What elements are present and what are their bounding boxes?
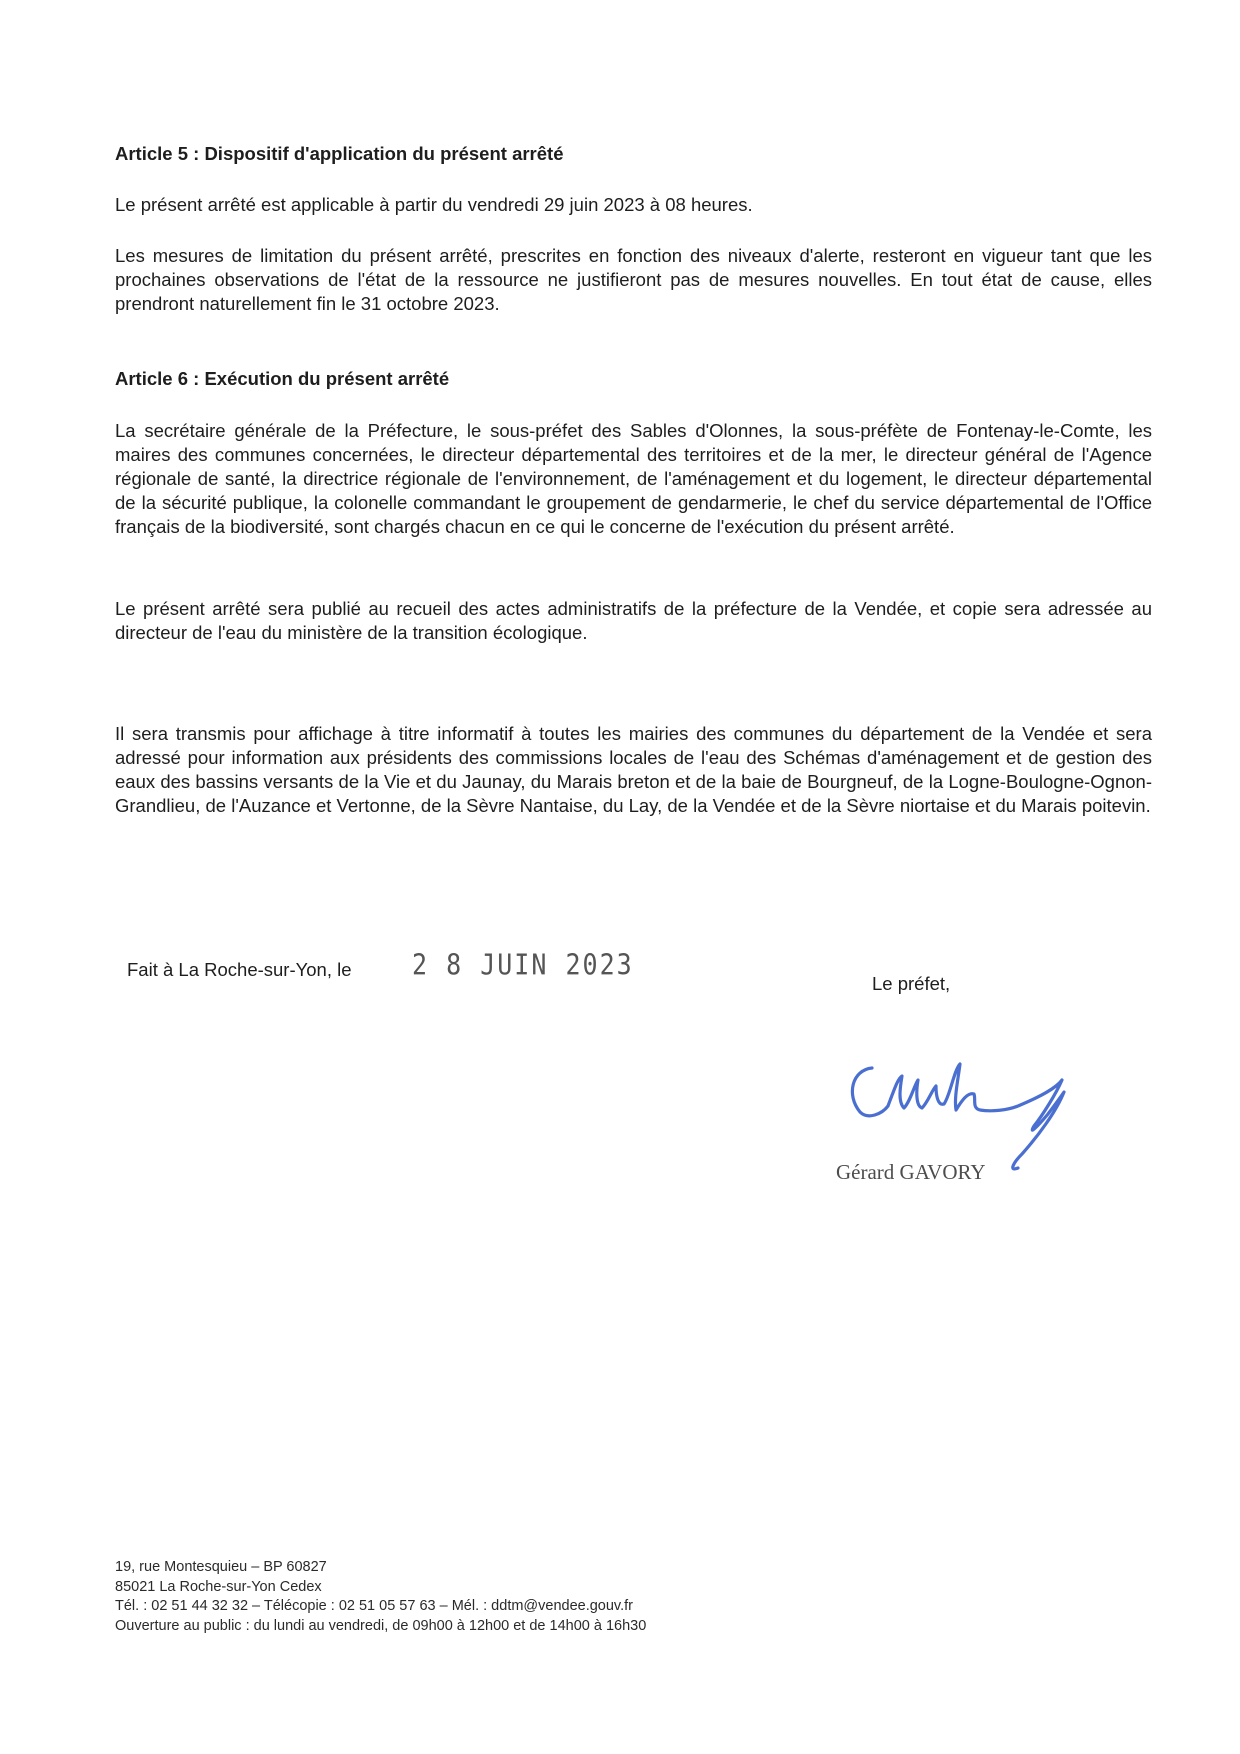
article-6-heading: Article 6 : Exécution du présent arrêté	[115, 368, 450, 389]
footer-hours: Ouverture au public : du lundi au vendredi, de 09h00 à 12h00 et de 14h00 à 16h30	[115, 1617, 647, 1634]
article-5-heading: Article 5 : Dispositif d'application du présent arrêté	[115, 143, 564, 164]
signatory-title: Le préfet,	[872, 973, 951, 994]
footer-city: 85021 La Roche-sur-Yon Cedex	[115, 1578, 322, 1595]
signatory-name: Gérard GAVORY	[836, 1160, 986, 1184]
date-stamp: 2 8 JUIN 2023	[412, 947, 634, 982]
footer-street: 19, rue Montesquieu – BP 60827	[115, 1559, 327, 1575]
article-5-paragraph-2: Les mesures de limitation du présent arrêté, prescrites en fonction des niveaux d'alerte, resteront en vigueur tant que les prochaines observations de l'état de la ressource ne justifieront pas de mesures nouvelles. En tout état de cause, elles prendront naturellement fin le 31 octobre 2023.	[115, 245, 1152, 314]
footer-contact: Tél. : 02 51 44 32 32 – Télécopie : 02 51 05 57 63 – Mél. : ddtm@vendee.gouv.fr	[115, 1598, 633, 1614]
article-5-paragraph-1: Le présent arrêté est applicable à partir du vendredi 29 juin 2023 à 08 heures.	[115, 194, 753, 215]
article-6-paragraph-3: Il sera transmis pour affichage à titre informatif à toutes les mairies des communes du département de la Vendée et sera adressé pour information aux présidents des commissions locales de l'eau des Schémas d'aménagement et de gestion des eaux des bassins versants de la Vie et du Jaunay, du Marais breton et de la baie de Bourgneuf, de la Logne-Boulogne-Ognon-Grandlieu, de l'Auzance et Vertonne, de la Sèvre Nantaise, du Lay, de la Vendée et de la Sèvre niortaise et du Marais poitevin.	[115, 723, 1152, 816]
article-6-paragraph-1: La secrétaire générale de la Préfecture, le sous-préfet des Sables d'Olonnes, la sous-préfète de Fontenay-le-Comte, les maires des communes concernées, le directeur départemental des territoires et de la mer, le directeur général de l'Agence régionale de santé, la directrice régionale de l'environnement, de l'aménagement et du logement, le directeur départemental de la sécurité publique, la colonelle commandant le groupement de gendarmerie, le chef du service départemental de l'Office français de la biodiversité, sont chargés chacun en ce qui le concerne de l'exécution du présent arrêté.	[115, 420, 1152, 537]
article-6-paragraph-2: Le présent arrêté sera publié au recueil des actes administratifs de la préfecture de la Vendée, et copie sera adressée au directeur de l'eau du ministère de la transition écologique.	[115, 598, 1152, 643]
signing-place: Fait à La Roche-sur-Yon, le	[127, 959, 352, 980]
footer-address	[115, 1558, 646, 1636]
